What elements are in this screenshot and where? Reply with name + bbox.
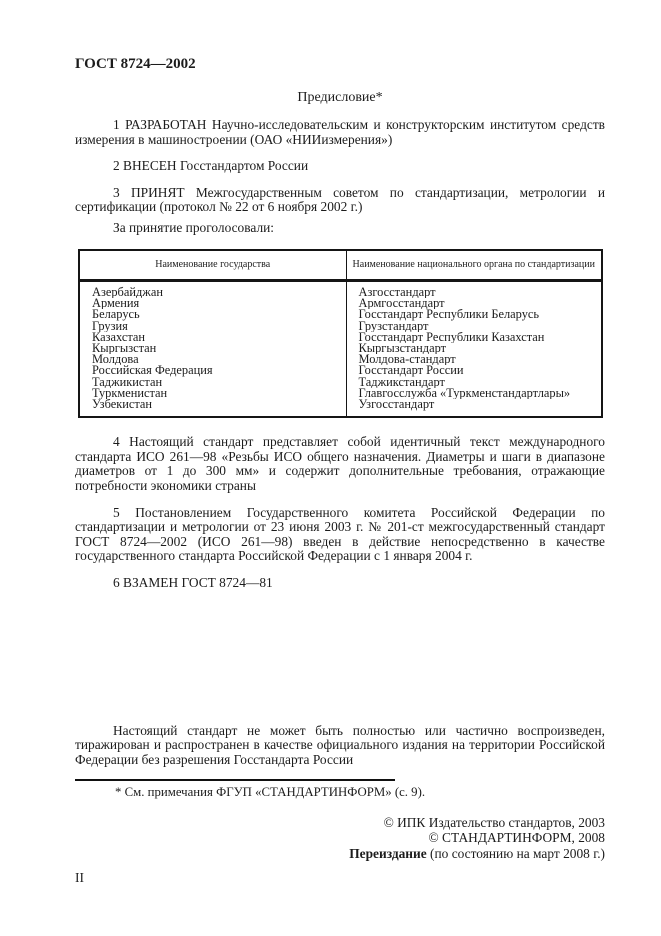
table-row (79, 399, 602, 417)
copyright-standartinform: © СТАНДАРТИНФОРМ, 2008 (428, 830, 605, 846)
country-cell: Туркменистан (92, 387, 168, 400)
footnote: * См. примечания ФГУП «СТАНДАРТИНФОРМ» (с. 9). (115, 785, 426, 800)
org-cell: Грузстандарт (346, 321, 602, 332)
country-cell: Кыргызстан (92, 343, 157, 355)
org-cell: Госстандарт Республики Беларусь (346, 309, 602, 320)
copyright-block (75, 815, 605, 861)
voting-table (78, 249, 603, 419)
table-row (79, 388, 602, 399)
clause-5: 5 Постановлением Государственного комитета Российской Федерации по стандартизации и метрологии от 23 июня 2003 г. № 201-ст межгосударственный стандарт ГОСТ 8724—2002 (ИСО 261—98) введен в действие непосредственно в качестве государственного стандарта Российской Федерации с 1 января 2004 г. (75, 504, 605, 564)
page-title: Предисловие* (297, 90, 383, 105)
table-row (79, 332, 602, 343)
table-row (79, 377, 602, 388)
org-cell: Молдова-стандарт (346, 354, 602, 365)
country-cell: Армения (92, 298, 140, 310)
table-row (79, 365, 602, 376)
copyright-ipk: © ИПК Издательство стандартов, 2003 (383, 815, 605, 831)
table-row (79, 281, 602, 299)
org-cell: Узгосстандарт (346, 399, 602, 417)
footnote-divider (75, 779, 395, 781)
table-row (79, 321, 602, 332)
country-cell: Казахстан (92, 331, 146, 344)
col-header-org: Наименование национального органа по стандартизации (346, 250, 602, 281)
page-number: II (75, 869, 84, 885)
reissue-note (75, 846, 605, 861)
country-cell: Узбекистан (92, 399, 153, 412)
reissue-label: Переиздание (349, 845, 427, 861)
org-cell: Азгосстандарт (346, 281, 602, 299)
org-cell: Кыргызстандарт (346, 343, 602, 354)
org-cell: Госстандарт России (346, 365, 602, 376)
clause-1: 1 РАЗРАБОТАН Научно-исследовательским и конструкторским институтом средств измерения в машиностроении (ОАО «НИИизмерения») (75, 117, 605, 147)
clause-4: 4 Настоящий стандарт представляет собой идентичный текст международного стандарта ИСО 261—98 «Резьбы ИСО общего назначения. Диаметры и шаги в диапазоне диаметров от 1 до 300 мм» и содержит дополнительные требования, отражающие потребности экономики страны (75, 434, 605, 494)
country-cell: Грузия (92, 320, 128, 332)
org-cell: Главгосслужба «Туркменстандартлары» (346, 388, 602, 399)
table-row (79, 343, 602, 354)
reissue-detail: (по состоянию на март 2008 г.) (426, 845, 605, 861)
clause-2: 2 ВНЕСЕН Госстандартом России (113, 158, 309, 174)
table-row (79, 309, 602, 320)
col-header-country: Наименование государства (79, 250, 346, 281)
table-header-row (79, 250, 602, 281)
vote-intro: За принятие проголосовали: (113, 219, 275, 235)
table-row (79, 298, 602, 309)
copyright-restriction: Настоящий стандарт не может быть полностью или частично воспроизведен, тиражирован и распространен в качестве официального издания на территории Российской Федерации без разрешения Госстандарта России (75, 722, 605, 767)
country-cell: Таджикистан (92, 376, 163, 388)
clause-3: 3 ПРИНЯТ Межгосударственным советом по стандартизации, метрологии и сертификации (протокол № 22 от 6 ноября 2002 г.) (75, 184, 605, 215)
org-cell: Армгосстандарт (346, 298, 602, 309)
org-cell: Таджикстандарт (346, 377, 602, 388)
country-cell: Молдова (92, 354, 139, 366)
clause-6: 6 ВЗАМЕН ГОСТ 8724—81 (113, 575, 273, 591)
doc-code: ГОСТ 8724—2002 (75, 56, 196, 72)
country-cell: Российская Федерация (92, 365, 213, 377)
org-cell: Госстандарт Республики Казахстан (346, 332, 602, 343)
table-row (79, 354, 602, 365)
country-cell: Беларусь (92, 309, 140, 321)
country-cell: Азербайджан (92, 285, 163, 299)
